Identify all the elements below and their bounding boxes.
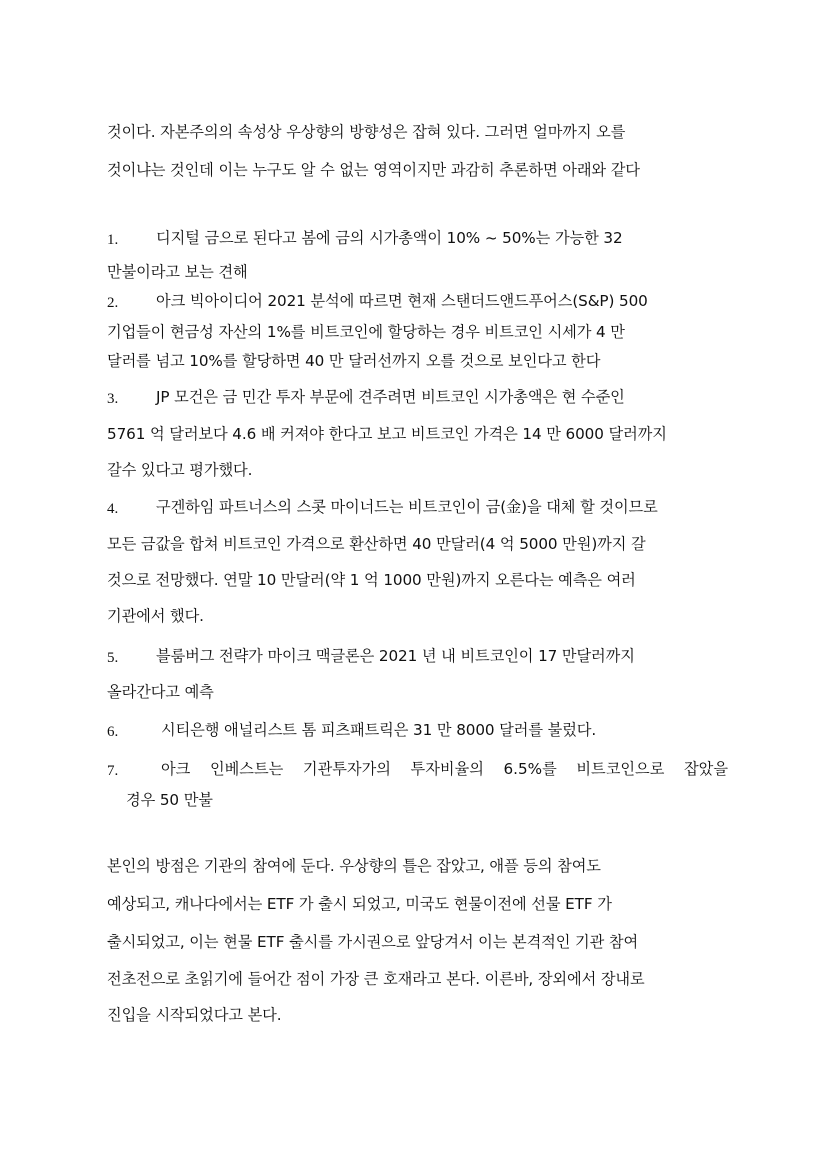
list-number: 5. xyxy=(107,650,119,666)
list-item-line: 아크 빅아이디어 2021 분석에 따르면 현재 스탠더드앤드푸어스(S&P) 500 xyxy=(156,292,648,310)
list-item-line: 기업들이 현금성 자산의 1%를 비트코인에 할당하는 경우 비트코인 시세가 4 만 xyxy=(107,323,625,341)
list-item-line: 디지털 금으로 된다고 봄에 금의 시가총액이 10% ~ 50%는 가능한 32 xyxy=(156,229,623,247)
conclusion-line: 진입을 시작되었다고 본다. xyxy=(107,1006,282,1024)
conclusion-line: 본인의 방점은 기관의 참여에 둔다. 우상향의 틀은 잡았고, 애플 등의 참여도 xyxy=(107,857,601,875)
intro-line: 것이냐는 것인데 이는 누구도 알 수 없는 영역이지만 과감히 추론하면 아래와 같다 xyxy=(107,161,640,179)
conclusion-line: 전초전으로 초읽기에 들어간 점이 가장 큰 호재라고 본다. 이른바, 장외에서 장내로 xyxy=(107,970,645,988)
intro-line: 것이다. 자본주의의 속성상 우상향의 방향성은 잡혀 있다. 그러면 얼마까지 오를 xyxy=(107,123,626,141)
list-number: 4. xyxy=(107,501,119,517)
list-item-line: 모든 금값을 합쳐 비트코인 가격으로 환산하면 40 만달러(4 억 5000 만원)까지 갈 xyxy=(107,535,646,553)
list-item-line: 시티은행 애널리스트 톰 피츠패트릭은 31 만 8000 달러를 불렀다. xyxy=(161,721,597,739)
conclusion-line: 출시되었고, 이는 현물 ETF 출시를 가시권으로 앞당겨서 이는 본격적인 기관 참여 xyxy=(107,933,639,951)
list-item-line: JP 모건은 금 민간 투자 부문에 견주려면 비트코인 시가총액은 현 수준인 xyxy=(156,388,625,406)
list-number: 3. xyxy=(107,391,119,407)
list-item-line: 아크 인베스트는 기관투자가의 투자비율의 6.5%를 비트코인으로 잡았을 xyxy=(161,760,728,778)
list-number: 6. xyxy=(107,724,119,740)
list-item-line: 구겐하임 파트너스의 스콧 마이너드는 비트코인이 금(金)을 대체 할 것이므로 xyxy=(156,498,658,516)
list-item-line: 5761 억 달러보다 4.6 배 커져야 한다고 보고 비트코인 가격은 14 만 6000 달러까지 xyxy=(107,425,667,443)
list-item-line: 갈수 있다고 평가했다. xyxy=(107,461,253,479)
list-item-line: 만불이라고 보는 견해 xyxy=(107,263,248,281)
list-number: 7. xyxy=(107,763,119,779)
list-item-line: 달러를 넘고 10%를 할당하면 40 만 달러선까지 오를 것으로 보인다고 한다 xyxy=(107,352,601,370)
conclusion-line: 예상되고, 캐나다에서는 ETF 가 출시 되었고, 미국도 현물이전에 선물 ETF 가 xyxy=(107,895,612,913)
list-number: 2. xyxy=(107,295,119,311)
list-number: 1. xyxy=(107,232,119,248)
list-item-line: 기관에서 했다. xyxy=(107,607,204,625)
list-item-line: 블룸버그 전략가 마이크 맥글론은 2021 년 내 비트코인이 17 만달러까지 xyxy=(156,647,635,665)
list-item-line: 것으로 전망했다. 연말 10 만달러(약 1 억 1000 만원)까지 오른다는 예측은 여러 xyxy=(107,571,636,589)
list-item-line: 경우 50 만불 xyxy=(126,791,213,809)
list-item-line: 올라간다고 예측 xyxy=(107,683,214,701)
